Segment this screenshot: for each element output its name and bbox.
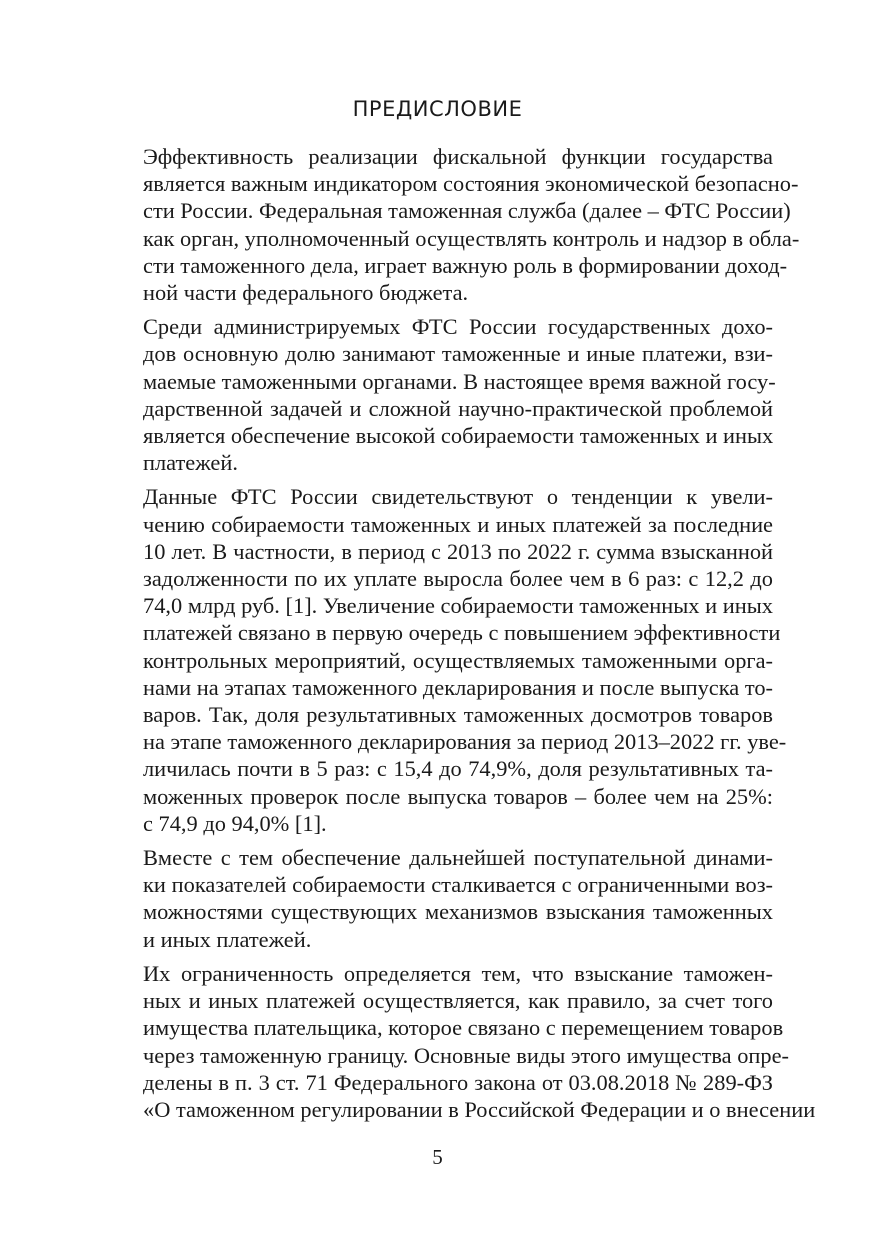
text-line: как орган, уполномоченный осуществлять контроль и надзор в обла- [143, 225, 800, 251]
text-line: нами на этапах таможенного декларирования и после выпуска то- [143, 674, 773, 700]
text-line: маемые таможенными органами. В настоящее время важной госу- [143, 368, 776, 394]
text-line: дов основную долю занимают таможенные и иные платежи, взи- [143, 341, 773, 367]
text-line: можностями существующих механизмов взыскания таможенных [143, 899, 773, 925]
text-line: чению собираемости таможенных и иных платежей за последние [143, 511, 773, 537]
paragraph [103, 313, 776, 476]
page-title: ПРЕДИСЛОВИЕ [352, 97, 523, 121]
text-line: варов. Так, доля результативных таможенных досмотров товаров [143, 702, 773, 728]
text-line: личилась почти в 5 раз: с 15,4 до 74,9%, доля результативных та- [143, 756, 773, 782]
paragraph [103, 483, 787, 837]
text-line: ки показателей собираемости сталкивается с ограниченными воз- [143, 872, 773, 898]
text-line: сти России. Федеральная таможенная служба (далее – ФТС России) [143, 198, 791, 224]
text-line: 10 лет. В частности, в период с 2013 по 2022 г. сумма взысканной [143, 538, 773, 564]
text-line: моженных проверок после выпуска товаров – более чем на 25%: [143, 783, 773, 809]
text-line: Их ограниченность определяется тем, что взыскание таможен- [143, 960, 773, 986]
text-line: Эффективность реализации фискальной функции государства [143, 144, 773, 169]
text-line: с 74,9 до 94,0% [1]. [143, 810, 327, 836]
text-line: имущества плательщика, которое связано с перемещением товаров [143, 1015, 784, 1041]
text-line: на этапе таможенного декларирования за период 2013–2022 гг. уве- [143, 729, 787, 755]
paragraph [103, 143, 800, 306]
text-line: Среди администрируемых ФТС России государственных дохо- [143, 314, 773, 340]
text-line: является обеспечение высокой собираемости таможенных и иных [143, 423, 774, 449]
text-line: является важным индикатором состояния экономической безопасно- [143, 171, 799, 197]
text-line: делены в п. 3 ст. 71 Федерального закона от 03.08.2018 № 289-ФЗ [143, 1069, 773, 1095]
page-number: 5 [432, 1145, 443, 1169]
text-line: и иных платежей. [143, 926, 312, 952]
text-line: ных и иных платежей осуществляется, как правило, за счет того [143, 988, 773, 1014]
paragraph [103, 844, 773, 953]
text-line: дарственной задачей и сложной научно-практической проблемой [143, 395, 773, 421]
text-line: Вместе с тем обеспечение дальнейшей поступательной динами- [143, 845, 773, 871]
text-line: Данные ФТС России свидетельствуют о тенденции к увели- [143, 484, 773, 510]
text-line: через таможенную границу. Основные виды этого имущества опре- [143, 1042, 789, 1068]
text-line: «О таможенном регулировании в Российской Федерации и о внесении [143, 1096, 816, 1122]
text-line: платежей. [143, 450, 238, 476]
text-line: задолженности по их уплате выросла более чем в 6 раз: с 12,2 до [143, 566, 773, 592]
text-line: сти таможенного дела, играет важную роль в формировании доход- [143, 252, 788, 278]
text-line: ной части федерального бюджета. [143, 280, 469, 306]
body-text [103, 143, 816, 1130]
text-line: 74,0 млрд руб. [1]. Увеличение собираемости таможенных и иных [143, 593, 773, 619]
text-line: платежей связано в первую очередь с повышением эффективности [143, 620, 781, 646]
paragraph [103, 960, 816, 1123]
text-line: контрольных мероприятий, осуществляемых таможенными орга- [143, 647, 773, 673]
